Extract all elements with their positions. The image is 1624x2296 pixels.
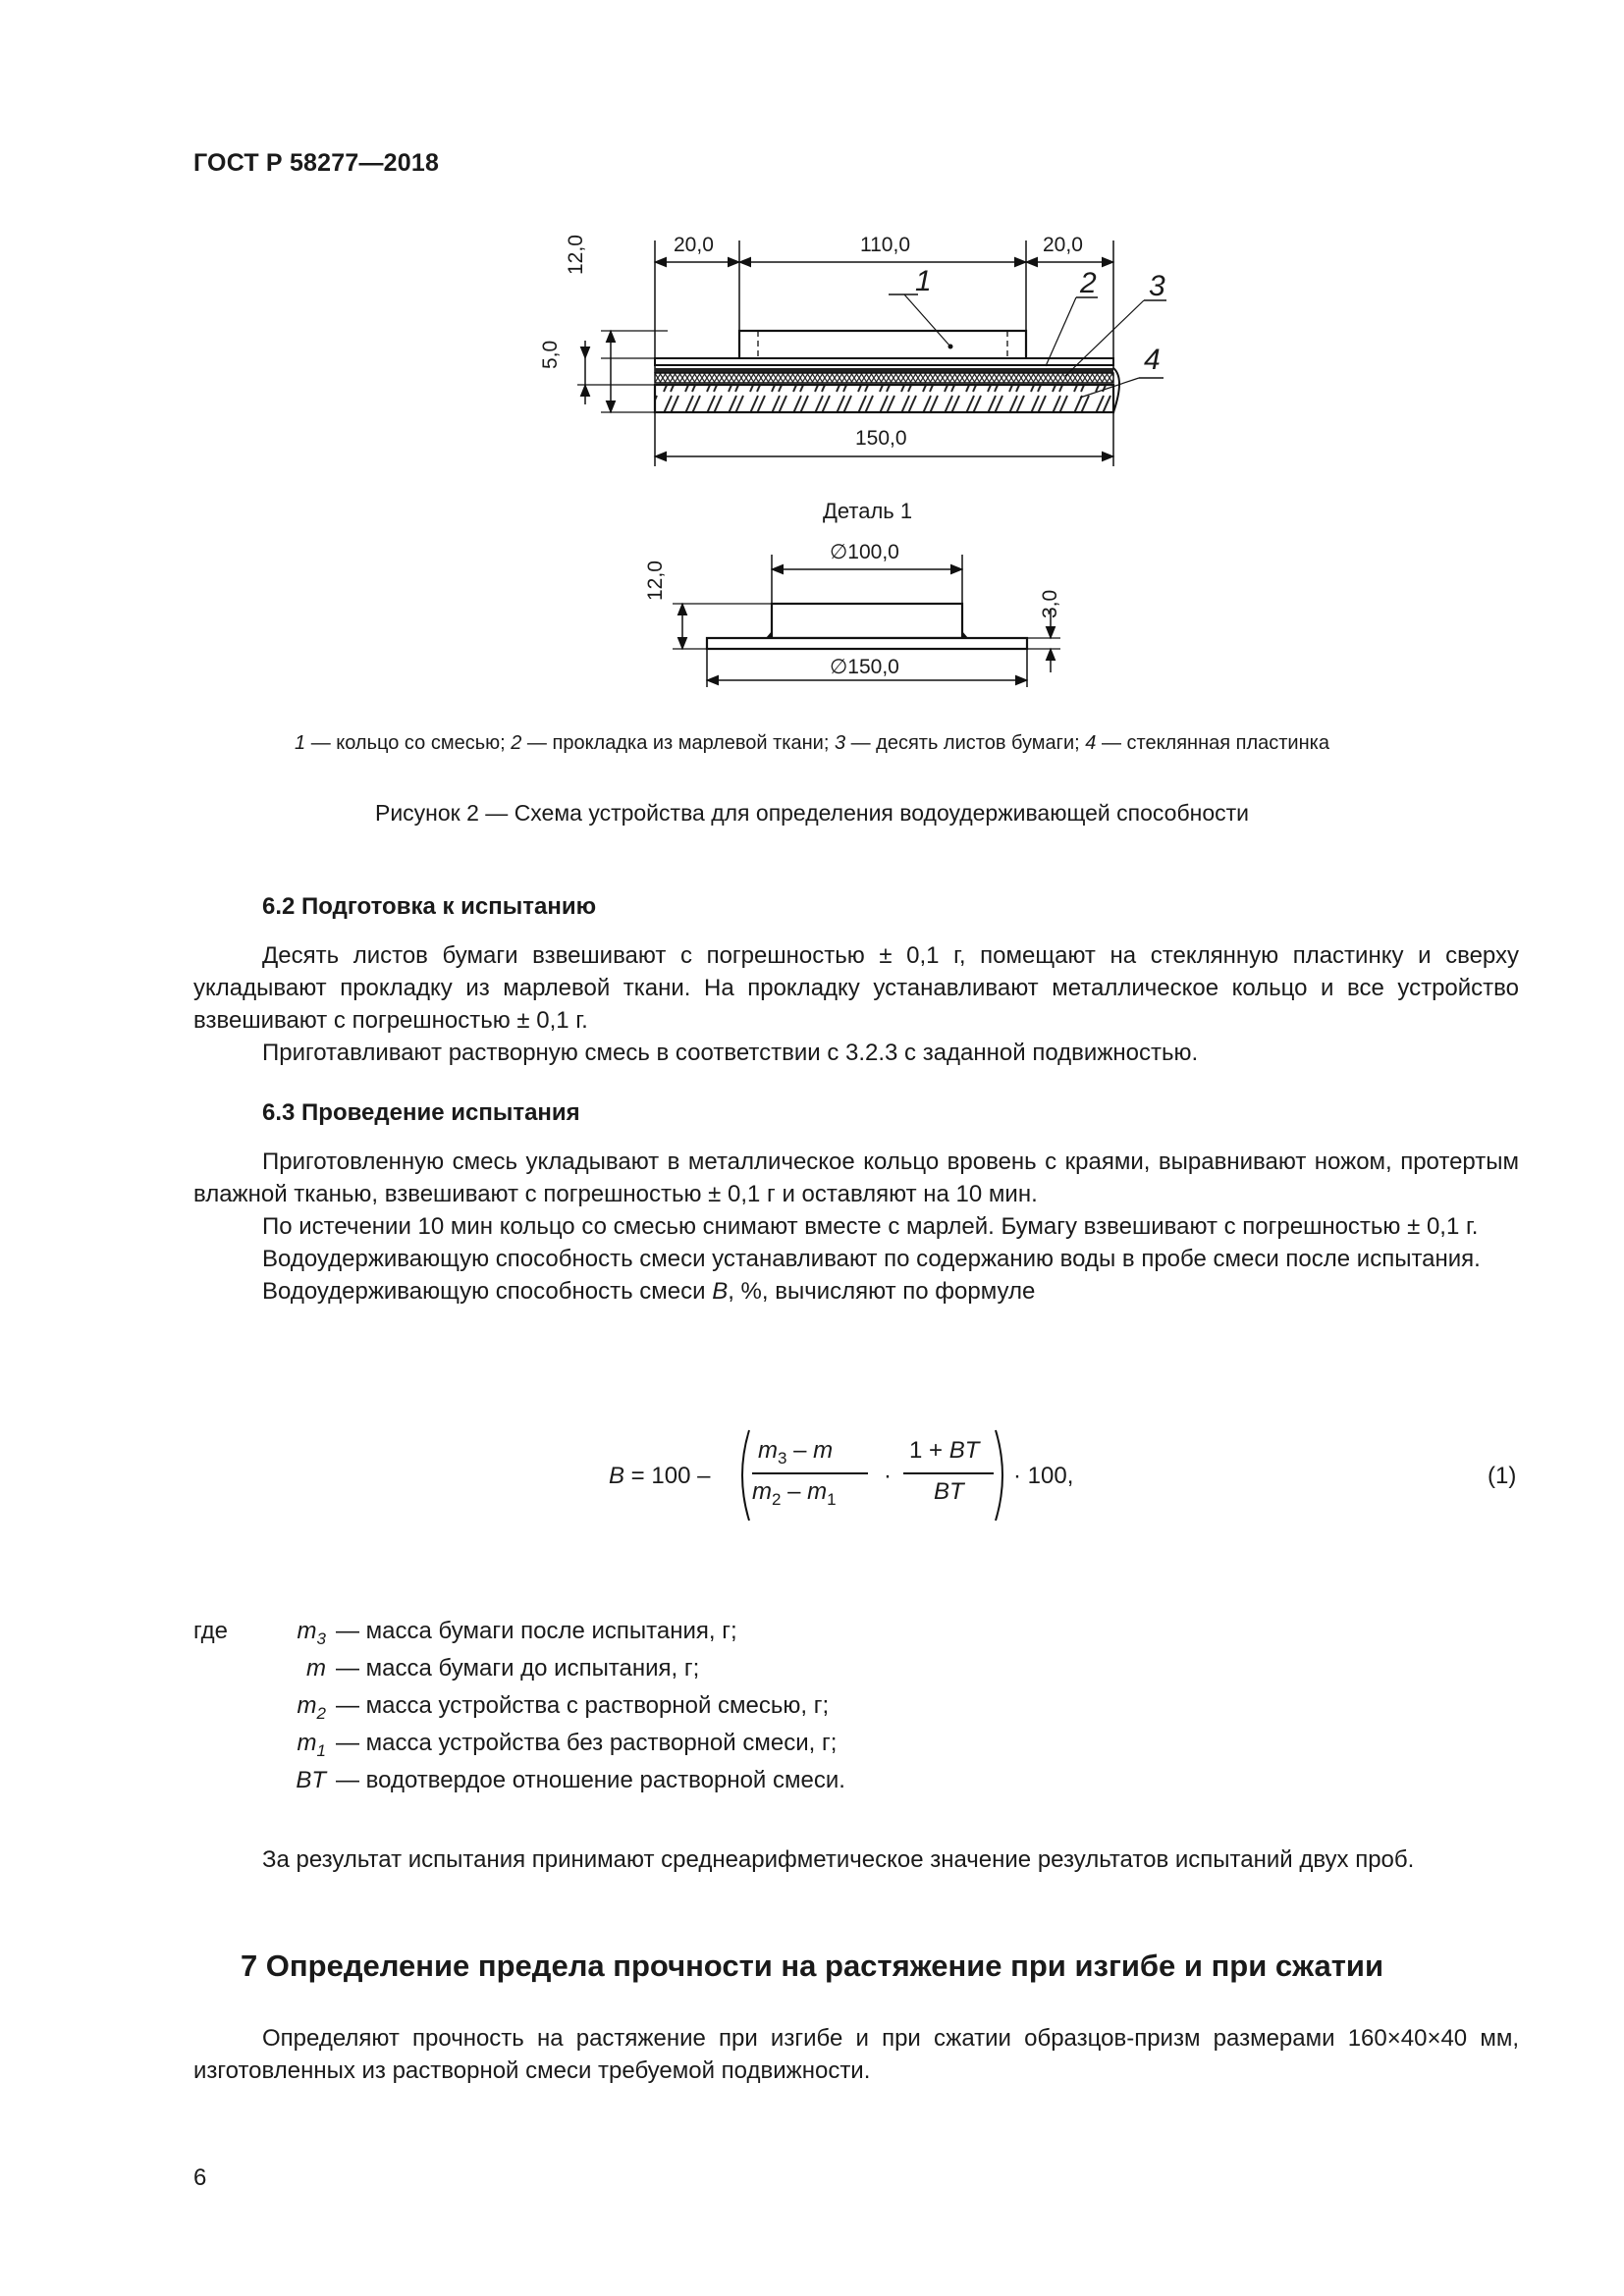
right-paren — [992, 1426, 1011, 1524]
paragraph: По истечении 10 мин кольцо со смесью снимают вместе с марлей. Бумагу взвешивают с погрешностью ± 0,1 г. — [262, 1213, 1479, 1240]
frac1-bar — [752, 1472, 868, 1474]
section-6-2-title: 6.2 Подготовка к испытанию — [262, 893, 597, 920]
detail-bottom-diameter: ∅150,0 — [830, 656, 899, 678]
where-symbol: $m_1$ — [297, 1730, 326, 1760]
page-number: 6 — [193, 2164, 207, 2191]
section-7-body — [193, 2022, 1519, 2087]
formula-number: (1) — [1488, 1463, 1517, 1489]
where-symbol: m — [306, 1655, 326, 1682]
frac1-den: $m_2 - m_1$ — [752, 1478, 837, 1509]
callout-3: 3 — [1149, 270, 1165, 302]
paragraph: Определяют прочность на растяжение при изгибе и при сжатии образцов-призм размерами 160×40×40 мм, изготовленных из растворной смеси требуемой подвижности. — [193, 2025, 1519, 2084]
where-symbol: $m_2$ — [297, 1692, 326, 1723]
section-6-3-body — [193, 1146, 1519, 1308]
figure-caption: Рисунок 2 — Схема устройства для определения водоудерживающей способности — [374, 800, 1249, 826]
section-6-3-title: 6.3 Проведение испытания — [262, 1099, 580, 1126]
where-symbol: $m_3$ — [297, 1618, 326, 1648]
figure-legend: 1 — кольцо со смесью; 2 — прокладка из марлевой ткани; 3 — десять листов бумаги; 4 — стеклянная пластинка — [295, 732, 1329, 754]
callout-4: 4 — [1144, 344, 1161, 376]
document-header: ГОСТ Р 58277—2018 — [193, 149, 440, 177]
dim-bottom-width: 150,0 — [855, 427, 907, 450]
section-7-title: 7 Определение предела прочности на растяжение при изгибе и при сжатии — [240, 1949, 1384, 1983]
paragraph: Приготовленную смесь укладывают в металлическое кольцо вровень с краями, выравнивают ножом, протертым влажной тканью, взвешивают с погрешностью ± 0,1 г и оставляют на 10 мин. — [193, 1148, 1519, 1207]
where-block — [193, 1610, 979, 1806]
where-desc: — масса устройства с растворной смесью, г; — [336, 1692, 830, 1719]
formula-tail: · 100, — [1013, 1463, 1074, 1489]
paragraph: Водоудерживающую способность смеси B, %, вычисляют по формуле — [262, 1278, 1036, 1305]
detail-title: Деталь 1 — [823, 499, 913, 523]
paragraph: Десять листов бумаги взвешивают с погрешностью ± 0,1 г, помещают на стеклянную пластинку и сверху укладывают прокладку из марлевой ткани. На прокладку устанавливают металлическое кольцо и все устройство взвешивают с погрешностью ± 0,1 г. — [193, 942, 1519, 1034]
where-desc: — водотвердое отношение растворной смеси. — [336, 1767, 845, 1793]
paragraph: Приготавливают растворную смесь в соответствии с 3.2.3 с заданной подвижностью. — [262, 1040, 1199, 1066]
where-desc: — масса бумаги до испытания, г; — [336, 1655, 700, 1682]
paragraph: Водоудерживающую способность смеси устанавливают по содержанию воды в пробе смеси после испытания. — [262, 1246, 1481, 1272]
formula-1 — [609, 1421, 1074, 1529]
where-desc: — масса бумаги после испытания, г; — [336, 1618, 737, 1644]
dim-middle-width: 110,0 — [860, 234, 910, 256]
frac2-bar — [903, 1472, 994, 1474]
where-desc: — масса устройства без растворной смеси, г; — [336, 1730, 838, 1756]
detail-top-diameter: ∅100,0 — [830, 541, 899, 563]
where-symbol: BT — [296, 1767, 326, 1793]
paragraph: За результат испытания принимают среднеарифметическое значение результатов испытаний двух проб. — [262, 1846, 1415, 1873]
callout-1: 1 — [915, 265, 932, 297]
frac2-num: 1 + BT — [909, 1437, 980, 1464]
dim-left-width: 20,0 — [674, 234, 714, 256]
where-lead: где — [193, 1618, 229, 1644]
frac1-num: $m_3$ – m — [758, 1437, 834, 1468]
detail-base-height: 3,0 — [1039, 589, 1061, 618]
callout-2: 2 — [1080, 267, 1097, 299]
left-paren — [733, 1426, 753, 1524]
dim-height-total: 12,0 — [565, 235, 587, 275]
frac2-den: BT — [934, 1478, 964, 1505]
formula-dot: · — [884, 1463, 892, 1489]
dim-height-low: 5,0 — [539, 340, 562, 369]
result-paragraph — [193, 1843, 1519, 1876]
detail-height: 12,0 — [644, 561, 667, 601]
formula-lhs: B = 100 – — [609, 1463, 711, 1489]
dim-right-width: 20,0 — [1043, 234, 1083, 256]
section-6-2-body — [193, 939, 1519, 1069]
